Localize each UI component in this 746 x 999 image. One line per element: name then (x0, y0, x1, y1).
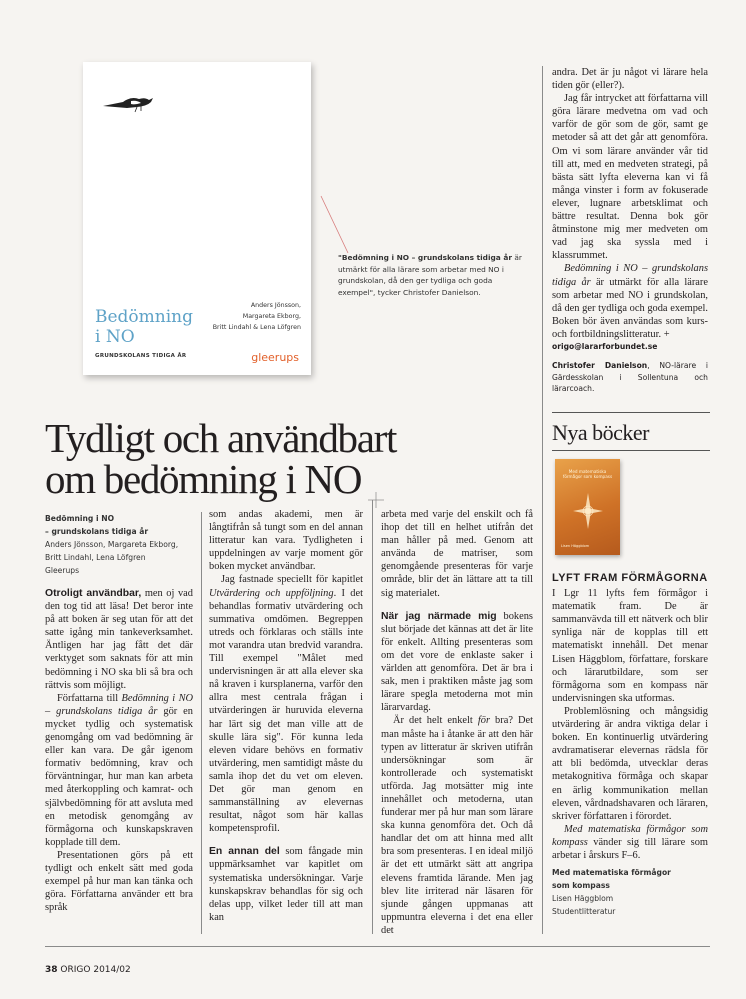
emphasis-italic: för (477, 715, 490, 727)
book-cover-image (83, 62, 311, 375)
cover-title-line1: Bedömning (95, 307, 194, 327)
paragraph-lead: När jag närmade mig (381, 610, 497, 622)
headline-line1: Tydligt och användbart (45, 415, 397, 461)
chapter-title-italic: Utvärdering och uppföljning (209, 587, 334, 599)
factbox-title: som kompass (552, 881, 610, 891)
paragraph-text: Jag fastnade speciellt för kapitlet (221, 574, 363, 586)
book-review-column (552, 572, 708, 918)
paragraph-text: som fångade min uppmärksamhet var kapitlet om systematiska undersökningar. Varje kunskapskrav behandlas för sig och delas upp, vilket leder till att man kan (209, 846, 363, 923)
reviewer-signature (552, 360, 708, 395)
cover-authors (191, 300, 301, 333)
paragraph (45, 587, 193, 692)
section-heading-nya-bocker: Nya böcker (552, 420, 650, 445)
article-column-4 (552, 66, 708, 395)
email-link[interactable] (552, 341, 708, 353)
factbox-publisher: Studentlitteratur (552, 907, 616, 917)
paragraph-text: . I det behandlas formativ utvärdering och summativa omdömen. Begreppen utreds och förklaras och ställs inte mot varandra utan bredvid varandra. Till exempel "Målet med undervisningen är att alla elever ska nå kraven i kursplanerna, varför den allra mest centrala frågan i utvärderingen är huruvida eleverna har lärt sig det man ville att de skulle lära sig". För kunna leda eleven vidare behövs en formativ utvärdering, men samtidigt måste du samla ihop det du vet om eleven. Det gör man genom en sammanställning av elevernas resultat, något som här kallas kompetensprofil. (209, 587, 363, 835)
factbox-subtitle: – grundskolans tidiga år (45, 527, 149, 536)
crosshair-mark-icon (368, 492, 384, 508)
headline-line2: om bedömning i NO (45, 456, 362, 502)
image-caption (338, 252, 523, 298)
paragraph: Jag får intrycket att författarna vill göra lärare medvetna om vad och varför de gör som de gör, samt ge metoder så att det går att genomföra. Om vi som lärare använder vår tid till att, med en medveten strategi, på bästa sätt lyfta eleverna kan vi få många vinster i form av fokuserade elever, lugnare arbetsklimat och bättre resultat. Denna bok gör åtminstone mig mer medveten om vad jag ska syssla med i klassrummet. (552, 93, 708, 262)
paragraph: arbeta med varje del enskilt och få ihop det till en helhet utifrån det man håller på med. Genom att använda de matriser, som genomgående presenteras för varje område, blir det än lättare att ta till sig materialet. (381, 509, 533, 599)
book-cover-title: Med matematiska förmågor som kompass (562, 469, 613, 479)
paragraph (209, 845, 363, 924)
paragraph-text: vänder sig till lärare som arbetar i årskurs F–6. (552, 836, 708, 861)
caption-pointer-line (320, 195, 350, 255)
footer-rule (45, 946, 710, 947)
paragraph: andra. Det är ju något vi lärare hela tiden gör (eller?). (552, 67, 708, 92)
column-rule (372, 500, 373, 934)
page-footer (45, 965, 131, 975)
review-heading: LYFT FRAM FÖRMÅGORNA (552, 572, 708, 584)
factbox-title: Bedömning i NO (45, 514, 115, 523)
factbox-publisher: Gleerups (45, 566, 80, 575)
cover-author: Margareta Ekborg, (242, 313, 301, 320)
paragraph-lead: Otroligt användbar, (45, 588, 142, 599)
book-factbox (552, 866, 708, 918)
factbox-author: Lisen Häggblom (552, 894, 614, 904)
factbox-title: Med matematiska förmågor (552, 868, 671, 878)
article-column-2 (209, 508, 363, 924)
compass-rose-icon (571, 491, 605, 531)
book-cover-image (555, 459, 620, 555)
article-column-1 (45, 512, 193, 914)
magazine-name: ORIGO (60, 965, 91, 975)
paragraph: som andas akademi, men är långtifrån så tungt som en del annan litteratur kan vara. Tydligheten i uppdelningen av varje moment gör boken mycket användbar. (209, 509, 363, 573)
paragraph (552, 823, 708, 862)
column-rule (201, 512, 202, 934)
book-title-italic: Med matematiska förmågor som kompass (552, 823, 708, 848)
reviewer-title: , NO-lärare i Gärdesskolan i Sollentuna och lärarcoach. (552, 361, 708, 394)
cover-subtitle: GRUNDSKOLANS TIDIGA ÅR (95, 353, 187, 359)
email-address[interactable]: origo@lararforbundet.se (552, 341, 658, 351)
paragraph (209, 573, 363, 835)
paragraph: Presentationen görs på ett tydligt och enkelt sätt med goda exempel på hur man kan tänka och göra. Författarna använder ett bra språk (45, 849, 193, 914)
section-rule (552, 450, 710, 451)
paragraph (381, 714, 533, 937)
paragraph-text: bokens slut började det kännas att det är lite för enkelt. Allting presenteras som om det vore de enklaste saker i världen att genomföra. Det är bra i sak, men i praktiken måste jag som lärare spegla metoderna mot min lärarvardag. (381, 610, 533, 714)
paragraph-text: är utmärkt för alla lärare som arbetar med NO i grundskolan, då den ger tydliga och goda exempel. Boken bör även användas som kurs- och fortbildningslitteratur. (552, 276, 708, 340)
plus-mark: + (661, 328, 670, 340)
book-cover-author: Lisen Häggblom (561, 544, 590, 548)
book-title-italic: Bedömning i NO – grundskolans tidiga år (45, 692, 193, 717)
book-title-italic: Bedömning i NO – grundskolans tidiga år (552, 263, 708, 288)
issue-number: 2014/02 (93, 965, 131, 975)
factbox-authors: Anders Jönsson, Margareta Ekborg, (45, 540, 179, 549)
cover-title-line2: i NO (95, 327, 135, 347)
paragraph: Problemlösning och mångsidig utvärdering är andra viktiga delar i boken. En kontinuerlig utvärdering avdramatiserar elevernas rädsla för att bli bedömda, utvecklar deras metakognitiva förmåga och skapar en ärlig kommunikation mellan eleven, vårdnadshavaren och läraren, skriver författaren i förordet. (552, 705, 708, 822)
paragraph (45, 692, 193, 849)
cover-author: Anders Jönsson, (250, 302, 301, 309)
caption-text: är utmärkt för alla lärare som arbetar med NO i grundskolan, då den ger tydliga och goda exempel", tycker Christofer Danielson. (338, 253, 522, 297)
paragraph (381, 610, 533, 715)
paragraph (552, 262, 708, 341)
page-number: 38 (45, 965, 58, 975)
paragraph-lead: En annan del (209, 846, 280, 858)
factbox-authors: Britt Lindahl, Lena Löfgren (45, 553, 146, 562)
caption-lead: "Bedömning i NO – grundskolans tidiga år (338, 253, 512, 262)
paragraph-text: bra? Det man måste ha i åtanke är att den här typen av litteratur är skriven utifrån undersökningar som är kontrollerade och systematiskt utförda. Jag motsätter mig inte innehållet och metoderna, utan funderar mer på hur man som lärare ska kunna genomföra det. Och då handlar det om att hinna med allt bra som presenteras. I en ideal miljö är det ett utmärkt sätt att angripa elevens framtida lärande. Men jag blev lite irriterad när läsaren för sjunde gången uppmanas att uppmuntra eleverna i det ena eller det (381, 715, 533, 936)
cover-title (95, 307, 205, 347)
magpie-bird-icon (101, 92, 161, 114)
reviewer-name: Christofer Danielson (552, 361, 648, 371)
paragraph-text: men oj vad den tog tid att läsa! Det beror inte på att boken är seg utan för att det satte igång min tankeverksamhet. Äntligen har jag fått det där verktyget som saknats för att min bedömning i NO ska bli så bra och rättvis som möjligt. (45, 588, 193, 691)
cover-author: Britt Lindahl & Lena Löfgren (212, 324, 301, 331)
column-rule (542, 66, 543, 934)
paragraph-text: Författarna till (57, 692, 122, 704)
paragraph-text: gör en mycket tydlig och systematisk genomgång om vad bedömning är eller kan vara. De går igenom formativ bedömning, krav och förväntningar, hur man kan arbeta med återkoppling och kamrat- och självbedömning för att avsluta med en metodisk genomgång av förmågorna och kunskapskraven kopplade till dem. (45, 705, 193, 848)
book-factbox (45, 512, 193, 577)
article-column-3 (381, 508, 533, 937)
article-headline (45, 415, 525, 502)
paragraph-text: Är det helt enkelt (393, 715, 478, 727)
section-rule (552, 412, 710, 413)
paragraph: I Lgr 11 lyfts fem förmågor i matematik fram. De är sammanvävda till ett nätverk och blir synliga när de kopplas till ett matematiskt innehåll. Det menar Lisen Häggblom, författare, forskare och lärarutbildare, som ser förmågorna som en kompass när undervisningen ska utformas. (552, 588, 708, 704)
cover-publisher-logo: gleerups (251, 351, 299, 364)
